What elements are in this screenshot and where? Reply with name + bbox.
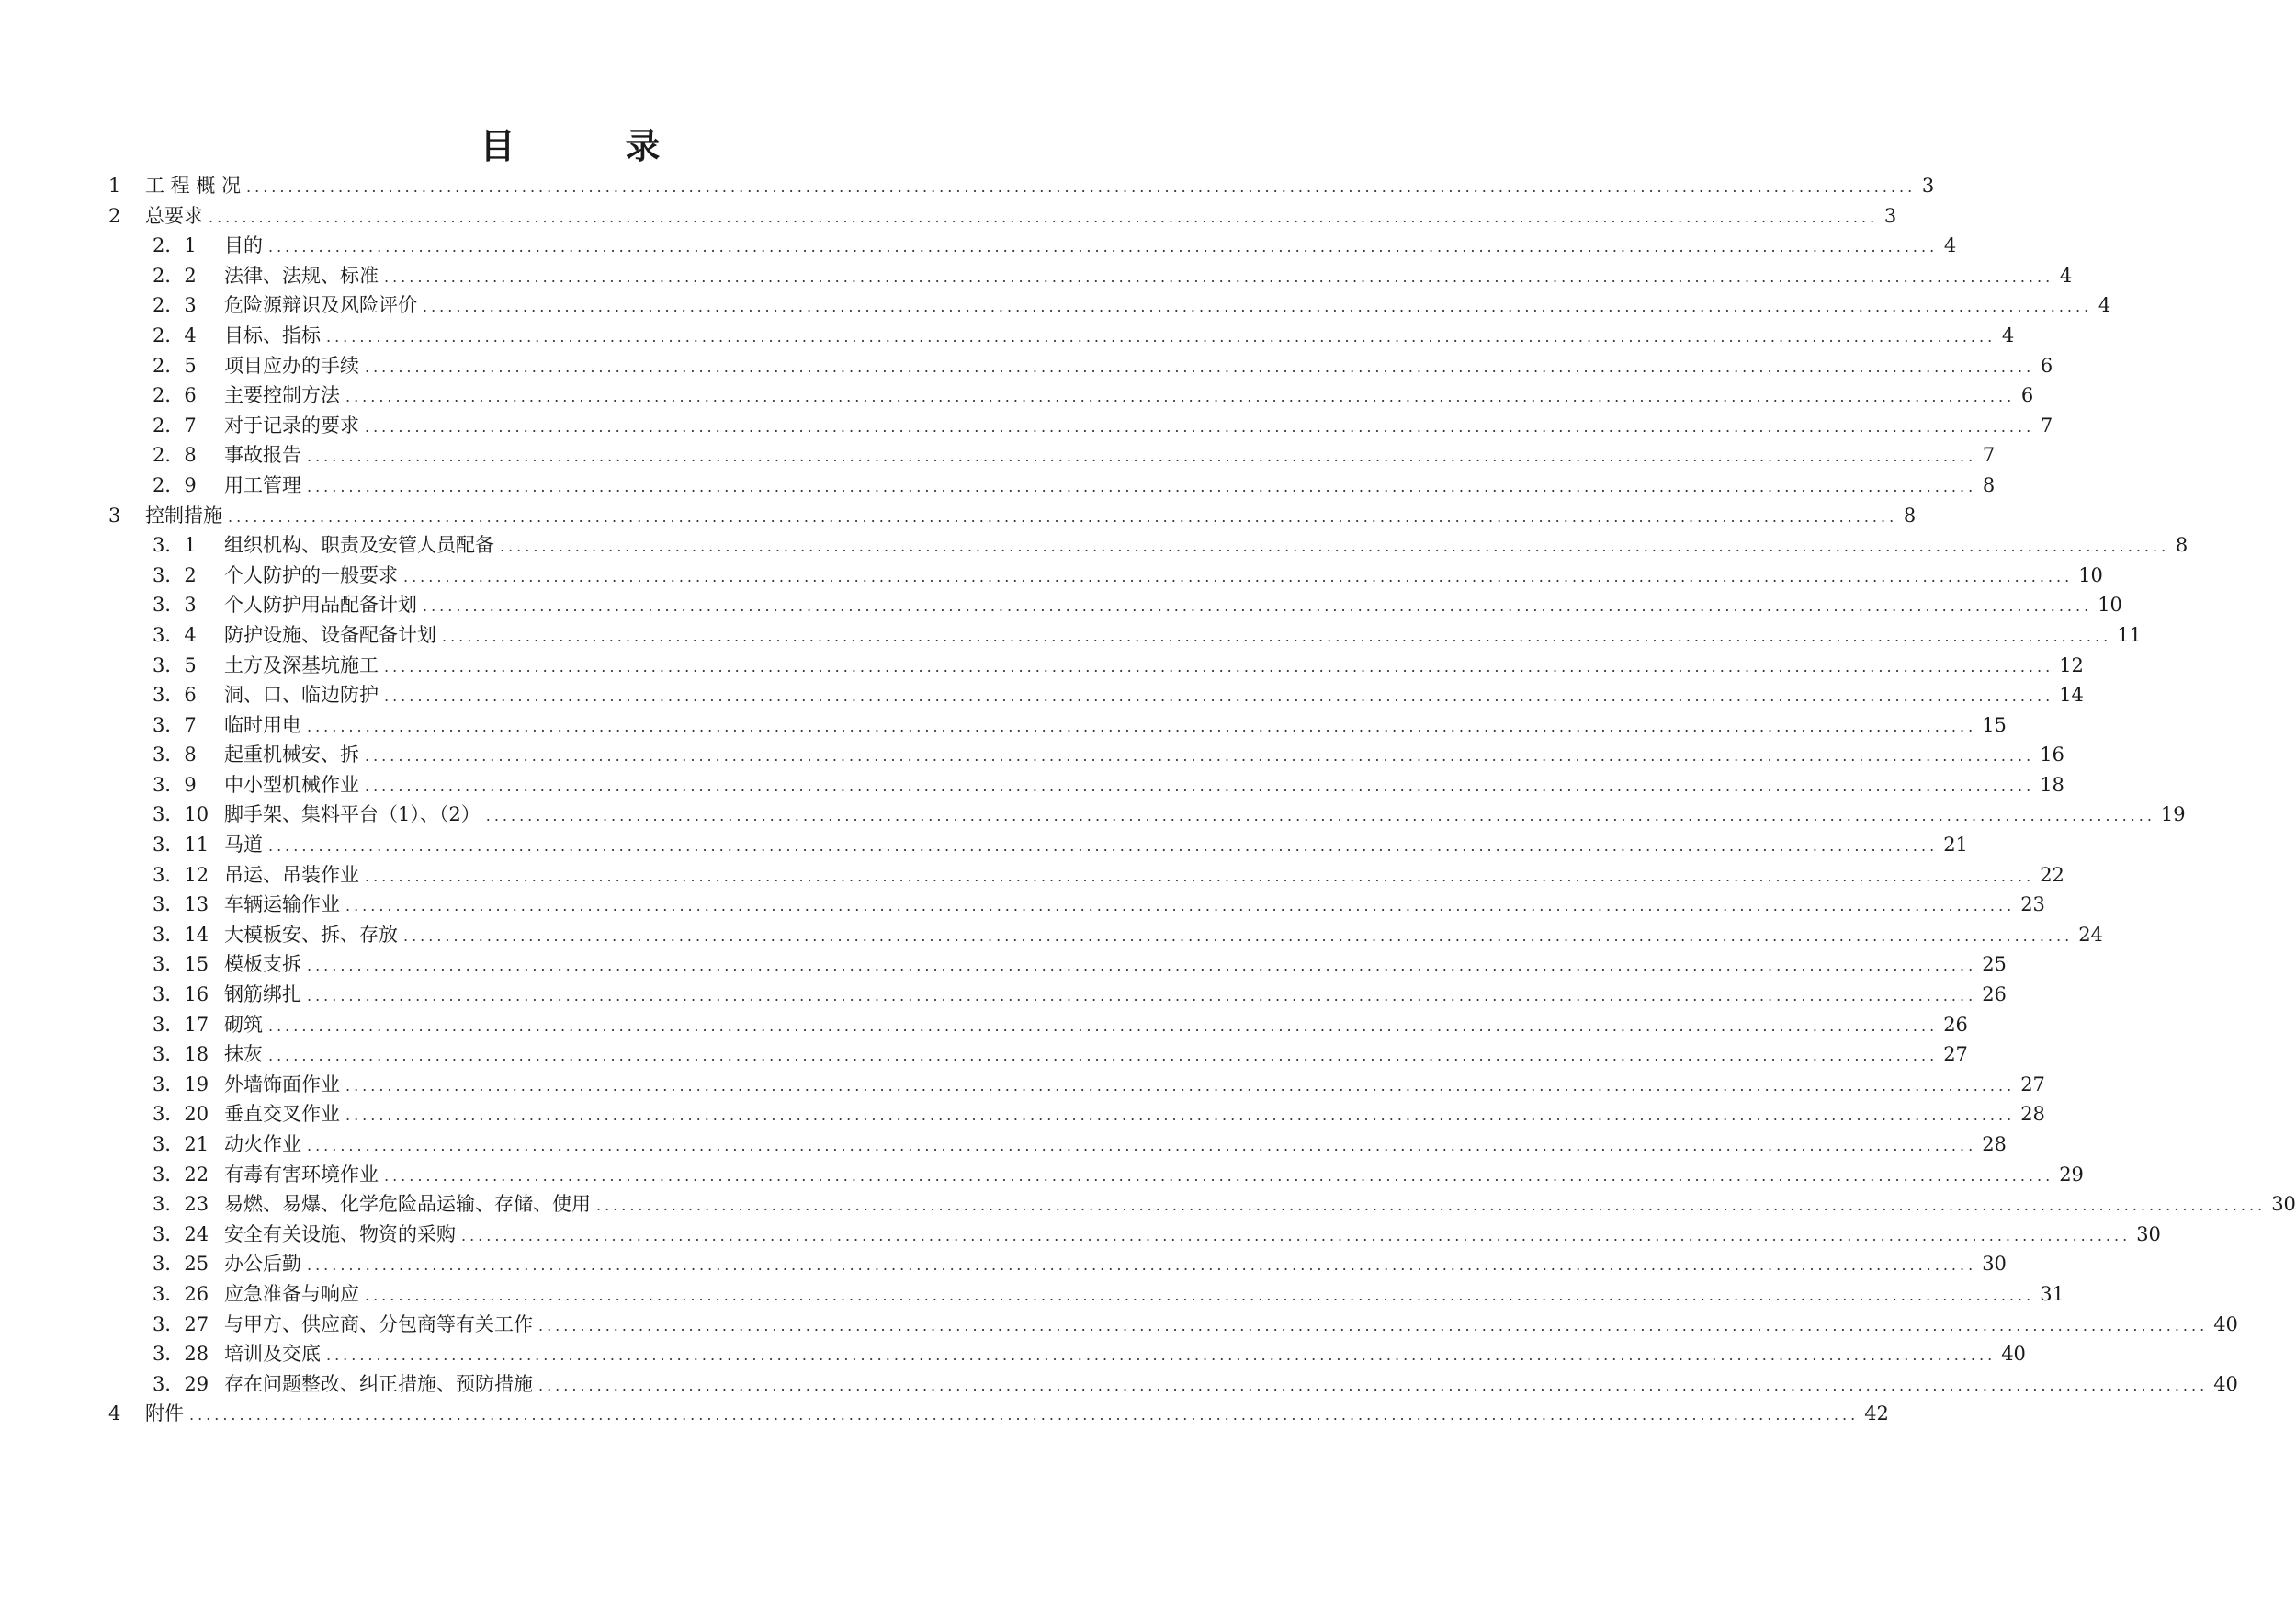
dot-leader: ........................................................................................................................................................................................................ xyxy=(307,957,1977,975)
toc-entry-page: 15 xyxy=(1982,713,2007,736)
toc-entry[interactable] xyxy=(108,1039,1968,1070)
dot-leader: ........................................................................................................................................................................................................ xyxy=(268,1047,1939,1065)
toc-entry-label: 土方及深基坑施工 xyxy=(224,653,379,676)
toc-entry-label: 事故报告 xyxy=(224,444,301,467)
page-title xyxy=(0,118,1140,168)
toc-entry-label: 与甲方、供应商、分包商等有关工作 xyxy=(224,1312,533,1335)
toc-entry-number: 3 xyxy=(108,504,121,527)
dot-leader: ........................................................................................................................................................................................................ xyxy=(365,777,2035,795)
toc-entry-number: 2．7 xyxy=(153,414,197,437)
toc-entry-page: 30 xyxy=(2271,1193,2296,1216)
toc-entry-label: 模板支拆 xyxy=(224,953,301,976)
toc-entry-page: 40 xyxy=(2213,1312,2238,1335)
toc-entry-label: 用工管理 xyxy=(224,473,301,496)
toc-entry-label: 抹灰 xyxy=(224,1043,263,1066)
toc-entry-number: 2．5 xyxy=(153,354,197,377)
toc-entry-number: 3．15 xyxy=(153,953,209,976)
dot-leader: ........................................................................................................................................................................................................ xyxy=(268,837,1939,856)
toc-entry-number: 2．2 xyxy=(153,264,197,287)
toc-entry[interactable] xyxy=(108,1310,2238,1340)
toc-entry-page: 19 xyxy=(2160,803,2186,826)
toc-entry-page: 30 xyxy=(1982,1253,2007,1276)
toc-entry-page: 11 xyxy=(2117,623,2142,646)
toc-entry[interactable] xyxy=(108,890,2045,920)
toc-entry-number: 2．6 xyxy=(153,384,197,407)
toc-entry[interactable] xyxy=(108,770,2064,800)
toc-entry-page: 7 xyxy=(1982,444,1996,467)
toc-entry[interactable] xyxy=(108,1099,2045,1130)
toc-entry-number: 3．3 xyxy=(153,594,197,617)
toc-entry-number: 3．13 xyxy=(153,893,209,916)
toc-entry[interactable] xyxy=(108,651,2084,681)
toc-entry-number: 3．16 xyxy=(153,983,209,1006)
toc-entry-page: 14 xyxy=(2059,684,2084,707)
toc-entry-number: 4 xyxy=(108,1402,121,1425)
toc-entry-number: 3．12 xyxy=(153,863,209,886)
toc-entry-label: 吊运、吊装作业 xyxy=(224,863,359,886)
toc-entry-page: 4 xyxy=(2098,294,2111,317)
toc-entry-page: 26 xyxy=(1943,1013,1968,1036)
toc-entry-number: 3．21 xyxy=(153,1133,209,1155)
toc-entry[interactable] xyxy=(108,1220,2161,1250)
toc-entry-number: 2．8 xyxy=(153,444,197,467)
title-char-left: 目 xyxy=(480,125,515,166)
toc-entry-page: 18 xyxy=(2040,773,2064,796)
toc-entry[interactable] xyxy=(108,351,2053,381)
toc-entry-page: 6 xyxy=(2040,354,2053,377)
toc-entry-label: 存在问题整改、纠正措施、预防措施 xyxy=(224,1372,533,1395)
toc-entry[interactable] xyxy=(108,1279,2064,1310)
toc-entry-page: 4 xyxy=(2059,264,2073,287)
toc-entry-page: 28 xyxy=(2020,1103,2045,1126)
toc-entry-label: 临时用电 xyxy=(224,713,301,736)
toc-entry-label: 应急准备与响应 xyxy=(224,1282,359,1305)
toc-entry-number: 3．17 xyxy=(153,1013,209,1036)
toc-entry-number: 3．24 xyxy=(153,1222,209,1245)
toc-entry-number: 2．3 xyxy=(153,294,197,317)
toc-entry-page: 7 xyxy=(2040,414,2053,437)
toc-entry[interactable] xyxy=(108,321,2015,351)
toc-entry-label: 危险源辩识及风险评价 xyxy=(224,294,417,317)
toc-entry[interactable] xyxy=(108,1160,2084,1190)
toc-entry[interactable] xyxy=(108,1369,2238,1400)
toc-entry-label: 项目应办的手续 xyxy=(224,354,359,377)
toc-entry-page: 26 xyxy=(1982,983,2007,1006)
toc-entry-number: 3．22 xyxy=(153,1163,209,1186)
toc-entry[interactable] xyxy=(108,1130,2007,1160)
toc-entry[interactable] xyxy=(108,1070,2045,1100)
toc-entry-number: 3．2 xyxy=(153,563,197,586)
toc-entry-page: 28 xyxy=(1982,1133,2007,1155)
title-char-right: 录 xyxy=(625,125,661,166)
toc-entry-label: 目标、指标 xyxy=(224,324,321,346)
toc-entry[interactable] xyxy=(108,980,2007,1010)
toc-entry-label: 砌筑 xyxy=(224,1013,263,1036)
toc-entry-number: 2．1 xyxy=(153,234,197,257)
toc-entry-label: 车辆运输作业 xyxy=(224,893,340,916)
toc-entry-page: 21 xyxy=(1943,834,1968,857)
toc-entry-page: 8 xyxy=(1903,504,1917,527)
toc-entry-page: 24 xyxy=(2078,923,2103,946)
toc-entry[interactable] xyxy=(108,501,1917,531)
toc-entry[interactable] xyxy=(108,261,2073,291)
toc-entry-page: 10 xyxy=(2078,563,2103,586)
toc-entry-page: 42 xyxy=(1864,1402,1889,1425)
dot-leader: ........................................................................................................................................................................................................ xyxy=(384,657,2054,675)
toc-entry[interactable] xyxy=(108,440,1996,471)
toc-entry[interactable] xyxy=(108,1010,1968,1040)
toc-entry-page: 40 xyxy=(2213,1372,2238,1395)
toc-entry-label: 外墙饰面作业 xyxy=(224,1073,340,1095)
toc-entry-number: 3．25 xyxy=(153,1253,209,1276)
toc-entry-label: 起重机械安、拆 xyxy=(224,744,359,766)
toc-entry[interactable] xyxy=(108,830,1968,860)
toc-entry-label: 主要控制方法 xyxy=(224,384,340,407)
toc-entry-page: 30 xyxy=(2136,1222,2161,1245)
dot-leader: ........................................................................................................................................................................................................ xyxy=(228,507,1898,526)
toc-entry-label: 垂直交叉作业 xyxy=(224,1103,340,1126)
toc-entry[interactable] xyxy=(108,710,2007,741)
toc-entry[interactable] xyxy=(108,1249,2007,1279)
toc-entry-label: 法律、法规、标准 xyxy=(224,264,379,287)
dot-leader: ........................................................................................................................................................................................................ xyxy=(345,1076,2016,1095)
dot-leader: ........................................................................................................................................................................................................ xyxy=(209,208,1879,226)
table-of-contents xyxy=(108,171,2296,1429)
toc-entry[interactable] xyxy=(108,680,2084,710)
toc-entry-label: 马道 xyxy=(224,834,263,857)
toc-entry-page: 31 xyxy=(2040,1282,2064,1305)
toc-entry[interactable] xyxy=(108,920,2103,950)
toc-entry[interactable] xyxy=(108,471,1996,501)
dot-leader: ........................................................................................................................................................................................................ xyxy=(246,178,1917,196)
toc-entry[interactable] xyxy=(108,800,2186,830)
dot-leader: ........................................................................................................................................................................................................ xyxy=(307,1137,1977,1154)
toc-entry[interactable] xyxy=(108,411,2053,441)
toc-entry-label: 总要求 xyxy=(145,204,203,227)
toc-entry[interactable] xyxy=(108,1399,1889,1429)
toc-entry-number: 3．10 xyxy=(153,803,209,826)
toc-entry-number: 3．6 xyxy=(153,684,197,707)
dot-leader: ........................................................................................................................................................................................................ xyxy=(326,1346,1996,1365)
dot-leader: ........................................................................................................................................................................................................ xyxy=(345,897,2016,915)
dot-leader: ........................................................................................................................................................................................................ xyxy=(326,327,1996,346)
toc-entry-label: 中小型机械作业 xyxy=(224,773,359,796)
dot-leader: ........................................................................................................................................................................................................ xyxy=(268,1016,1939,1035)
dot-leader: ........................................................................................................................................................................................................ xyxy=(345,388,2016,406)
toc-entry-label: 工 程 概 况 xyxy=(145,175,242,197)
toc-entry-page: 25 xyxy=(1982,953,2007,976)
toc-entry-label: 办公后勤 xyxy=(224,1253,301,1276)
toc-entry-page: 8 xyxy=(2175,534,2189,557)
dot-leader: ........................................................................................................................................................................................................ xyxy=(538,1316,2209,1334)
toc-entry-number: 2．4 xyxy=(153,324,197,346)
dot-leader: ........................................................................................................................................................................................................ xyxy=(365,747,2035,766)
toc-entry-number: 3．18 xyxy=(153,1043,209,1066)
toc-entry[interactable] xyxy=(108,171,1935,201)
toc-entry-number: 3．27 xyxy=(153,1312,209,1335)
toc-entry-page: 27 xyxy=(1943,1043,1968,1066)
dot-leader: ........................................................................................................................................................................................................ xyxy=(442,627,2112,645)
dot-leader: ........................................................................................................................................................................................................ xyxy=(365,867,2035,885)
dot-leader: ........................................................................................................................................................................................................ xyxy=(307,448,1977,466)
toc-entry-page: 6 xyxy=(2020,384,2034,407)
toc-entry-number: 3．1 xyxy=(153,534,197,557)
toc-entry[interactable] xyxy=(108,620,2142,651)
toc-entry-number: 2．9 xyxy=(153,473,197,496)
dot-leader: ........................................................................................................................................................................................................ xyxy=(268,238,1939,256)
toc-entry[interactable] xyxy=(108,590,2122,620)
toc-entry-number: 3．29 xyxy=(153,1372,209,1395)
toc-entry-number: 3．28 xyxy=(153,1343,209,1366)
dot-leader: ........................................................................................................................................................................................................ xyxy=(189,1406,1860,1425)
toc-entry-label: 有毒有害环境作业 xyxy=(224,1163,379,1186)
toc-entry-page: 3 xyxy=(1921,175,1935,197)
toc-entry-page: 4 xyxy=(1943,234,1957,257)
toc-entry-page: 16 xyxy=(2040,744,2064,766)
dot-leader: ........................................................................................................................................................................................................ xyxy=(384,687,2054,706)
dot-leader: ........................................................................................................................................................................................................ xyxy=(596,1197,2267,1215)
toc-entry-page: 23 xyxy=(2020,893,2045,916)
toc-entry-number: 3．8 xyxy=(153,744,197,766)
toc-entry-label: 组织机构、职责及安管人员配备 xyxy=(224,534,494,557)
toc-entry-label: 目的 xyxy=(224,234,263,257)
toc-entry-page: 4 xyxy=(2001,324,2015,346)
toc-entry-page: 40 xyxy=(2001,1343,2026,1366)
toc-entry-label: 钢筋绑扎 xyxy=(224,983,301,1006)
toc-entry-label: 脚手架、集料平台（1）、（2） xyxy=(224,803,481,826)
toc-entry-number: 3．7 xyxy=(153,713,197,736)
dot-leader: ........................................................................................................................................................................................................ xyxy=(500,538,2170,556)
toc-entry[interactable] xyxy=(108,231,1957,261)
toc-entry-page: 12 xyxy=(2059,653,2084,676)
dot-leader: ........................................................................................................................................................................................................ xyxy=(423,597,2093,616)
toc-entry-page: 27 xyxy=(2020,1073,2045,1095)
dot-leader: ........................................................................................................................................................................................................ xyxy=(403,926,2074,945)
dot-leader: ........................................................................................................................................................................................................ xyxy=(461,1226,2132,1244)
toc-entry[interactable] xyxy=(108,561,2103,591)
dot-leader: ........................................................................................................................................................................................................ xyxy=(307,717,1977,735)
dot-leader: ........................................................................................................................................................................................................ xyxy=(365,1286,2035,1304)
toc-entry-number: 3．20 xyxy=(153,1103,209,1126)
toc-entry-label: 安全有关设施、物资的采购 xyxy=(224,1222,456,1245)
dot-leader: ........................................................................................................................................................................................................ xyxy=(384,267,2054,286)
toc-entry[interactable] xyxy=(108,530,2189,561)
toc-entry[interactable] xyxy=(108,1189,2296,1220)
toc-entry[interactable] xyxy=(108,201,1897,232)
toc-entry-label: 个人防护用品配备计划 xyxy=(224,594,417,617)
toc-entry-number: 3．19 xyxy=(153,1073,209,1095)
toc-entry-label: 个人防护的一般要求 xyxy=(224,563,398,586)
dot-leader: ........................................................................................................................................................................................................ xyxy=(365,358,2035,376)
dot-leader: ........................................................................................................................................................................................................ xyxy=(403,567,2074,585)
dot-leader: ........................................................................................................................................................................................................ xyxy=(345,1107,2016,1125)
toc-entry-number: 1 xyxy=(108,175,121,197)
toc-entry-page: 3 xyxy=(1883,204,1897,227)
dot-leader: ........................................................................................................................................................................................................ xyxy=(307,1256,1977,1275)
dot-leader: ........................................................................................................................................................................................................ xyxy=(307,987,1977,1005)
toc-entry-number: 3．5 xyxy=(153,653,197,676)
dot-leader: ........................................................................................................................................................................................................ xyxy=(423,298,2093,316)
toc-entry[interactable] xyxy=(108,949,2007,980)
dot-leader: ........................................................................................................................................................................................................ xyxy=(307,477,1977,495)
toc-entry[interactable] xyxy=(108,290,2111,321)
toc-entry-number: 2 xyxy=(108,204,121,227)
toc-entry-label: 防护设施、设备配备计划 xyxy=(224,623,436,646)
toc-entry-number: 3．11 xyxy=(153,834,209,857)
toc-entry-label: 控制措施 xyxy=(145,504,222,527)
toc-entry-label: 易燃、易爆、化学危险品运输、存储、使用 xyxy=(224,1193,591,1216)
toc-entry[interactable] xyxy=(108,740,2064,770)
toc-entry-page: 8 xyxy=(1982,473,1996,496)
toc-entry[interactable] xyxy=(108,380,2034,411)
toc-entry-page: 22 xyxy=(2040,863,2064,886)
toc-entry-label: 对于记录的要求 xyxy=(224,414,359,437)
toc-entry-number: 3．4 xyxy=(153,623,197,646)
toc-entry-label: 大模板安、拆、存放 xyxy=(224,923,398,946)
toc-entry-label: 洞、口、临边防护 xyxy=(224,684,379,707)
toc-entry-label: 培训及交底 xyxy=(224,1343,321,1366)
dot-leader: ........................................................................................................................................................................................................ xyxy=(365,417,2035,436)
toc-entry-label: 动火作业 xyxy=(224,1133,301,1155)
toc-entry-number: 3．9 xyxy=(153,773,197,796)
dot-leader: ........................................................................................................................................................................................................ xyxy=(384,1166,2054,1185)
toc-entry-number: 3．26 xyxy=(153,1282,209,1305)
toc-entry-label: 附件 xyxy=(145,1402,184,1425)
toc-entry-page: 29 xyxy=(2059,1163,2084,1186)
toc-entry[interactable] xyxy=(108,860,2064,891)
dot-leader: ........................................................................................................................................................................................................ xyxy=(538,1376,2209,1394)
toc-entry[interactable] xyxy=(108,1339,2026,1369)
toc-entry-number: 3．14 xyxy=(153,923,209,946)
dot-leader: ........................................................................................................................................................................................................ xyxy=(485,807,2155,825)
toc-entry-page: 10 xyxy=(2098,594,2122,617)
toc-entry-number: 3．23 xyxy=(153,1193,209,1216)
